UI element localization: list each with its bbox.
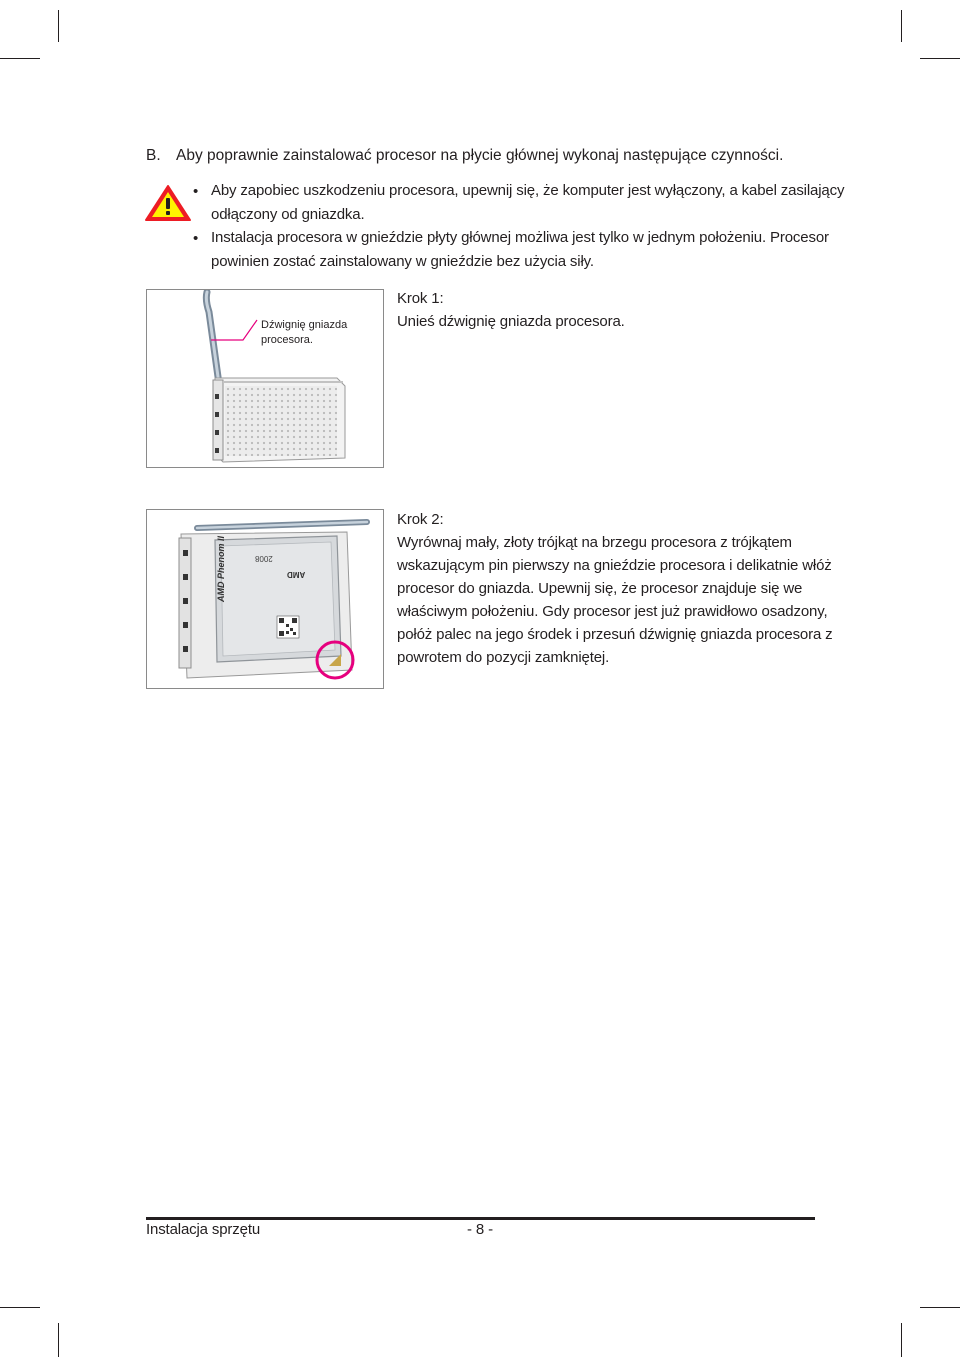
lever-callout-line-1: Dźwignię gniazda — [261, 319, 348, 331]
footer-section-title: Instalacja sprzętu — [146, 1221, 261, 1238]
lever-callout-line — [147, 290, 382, 466]
warning-bullet-1-line-2: odłączony od gniazdka. — [211, 206, 365, 223]
section-letter: B. — [146, 147, 161, 164]
step2-text-line: właściwym położeniu. Gdy procesor jest już prawidłowo osadzony, — [397, 603, 828, 620]
bullet-marker: • — [193, 183, 199, 200]
bullet-marker: • — [193, 230, 199, 247]
step1-text: Unieś dźwignię gniazda procesora. — [397, 313, 625, 330]
section-heading: Aby poprawnie zainstalować procesor na płycie głównej wykonaj następujące czynności. — [176, 147, 784, 164]
lever-callout-line-2: procesora. — [261, 334, 313, 346]
step2-text-line: powrotem do pozycji zamkniętej. — [397, 649, 610, 666]
step2-title: Krok 2: — [397, 511, 444, 528]
cpu-year-label: 2008 — [255, 554, 273, 563]
step1-title: Krok 1: — [397, 290, 444, 307]
cpu-amd-label: AMD — [287, 570, 306, 579]
footer-rule — [146, 1217, 815, 1220]
step2-text-line: Wyrównaj mały, złoty trójkąt na brzegu procesora z trójkątem — [397, 534, 792, 551]
warning-bullet-2-line-1: Instalacja procesora w gnieździe płyty głównej możliwa jest tylko w jednym położeniu. Procesor — [211, 229, 829, 246]
cpu-brand-label: AMD Phenom II — [216, 535, 226, 602]
warning-bullet-2-line-2: powinien zostać zainstalowany w gnieździe bez użycia siły. — [211, 253, 594, 270]
warning-bullet-1-line-1: Aby zapobiec uszkodzeniu procesora, upewnij się, że komputer jest wyłączony, a kabel zasilający — [211, 182, 845, 199]
step1-figure — [146, 289, 384, 468]
page-number: - 8 - — [467, 1221, 493, 1238]
step2-text-line: połóż palec na jego środek i przesuń dźwignię gniazda procesora z — [397, 626, 833, 643]
step2-text-line: wskazującym pin pierwszy na gnieździe procesora i delikatnie włóż — [397, 557, 832, 574]
step2-text-line: procesor do gniazda. Upewnij się, że procesor znajduje się we — [397, 580, 803, 597]
warning-triangle-icon — [143, 183, 193, 223]
pin1-marker-circle — [313, 638, 357, 682]
step2-figure — [146, 509, 384, 689]
